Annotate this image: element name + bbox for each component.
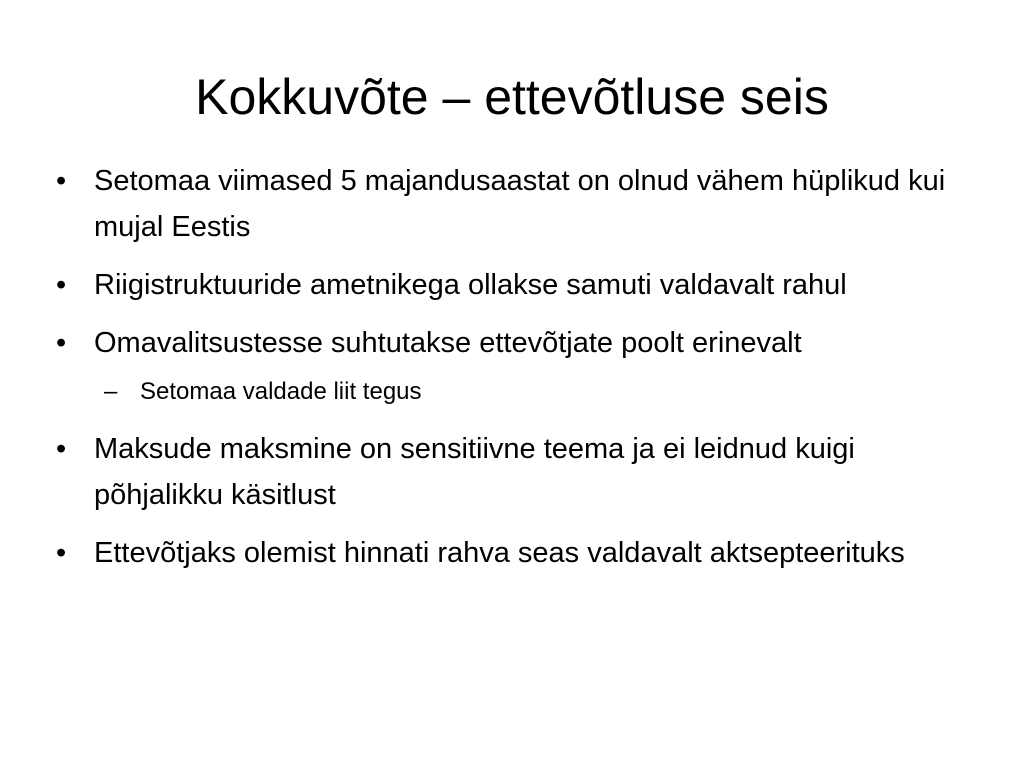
bullet-marker: •	[56, 269, 67, 301]
bullet-item	[56, 426, 976, 518]
bullet-text: Maksude maksmine on sensitiivne teema ja ei leidnud kuigi põhjalikku käsitlust	[94, 433, 855, 511]
sub-bullet-item	[56, 374, 976, 410]
bullet-item	[56, 262, 976, 308]
bullet-item	[56, 320, 976, 366]
sub-bullet-text: Setomaa valdade liit tegus	[140, 378, 422, 405]
bullet-list	[56, 158, 976, 588]
bullet-text: Riigistruktuuride ametnikega ollakse samuti valdavalt rahul	[94, 269, 847, 301]
bullet-item	[56, 530, 976, 576]
bullet-text: Omavalitsustesse suhtutakse ettevõtjate poolt erinevalt	[94, 327, 802, 359]
bullet-marker: •	[56, 537, 67, 569]
bullet-marker: •	[56, 165, 67, 197]
bullet-item	[56, 158, 976, 250]
sub-bullet-marker: –	[104, 378, 118, 405]
slide-title: Kokkuvõte – ettevõtluse seis	[195, 69, 829, 125]
bullet-text: Setomaa viimased 5 majandusaastat on olnud vähem hüplikud kui mujal Eestis	[94, 165, 946, 243]
bullet-marker: •	[56, 327, 67, 359]
bullet-marker: •	[56, 433, 67, 465]
bullet-text: Ettevõtjaks olemist hinnati rahva seas valdavalt aktsepteerituks	[94, 537, 905, 569]
